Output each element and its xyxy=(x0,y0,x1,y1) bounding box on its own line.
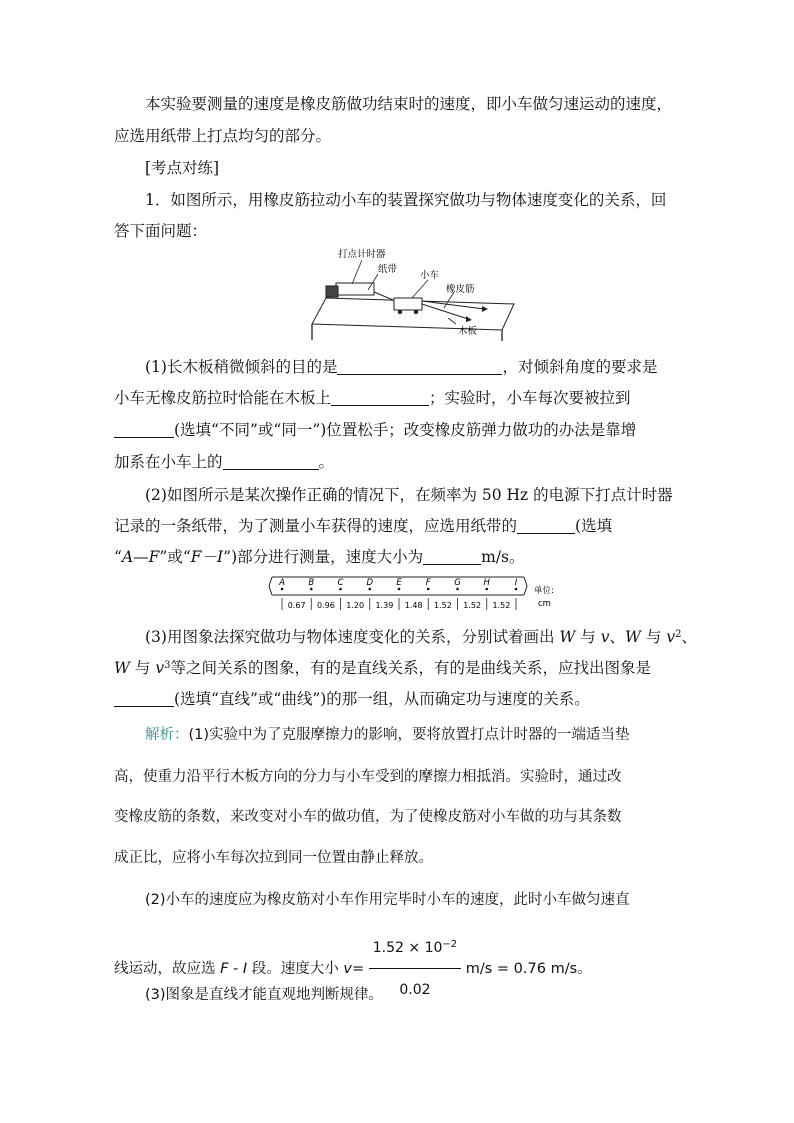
label-rubber: 橡皮筋 xyxy=(446,284,475,295)
analysis-line-7: (3)图象是直线才能直观地判断规律。 xyxy=(145,987,384,1003)
label-cart: 小车 xyxy=(420,270,440,281)
tape-dot xyxy=(427,588,430,591)
section-tag: [考点对练] xyxy=(145,159,220,177)
label-timer: 打点计时器 xyxy=(338,249,386,260)
answer-blank-6[interactable] xyxy=(423,548,481,565)
tape-dot xyxy=(485,588,488,591)
part1-line-4: 加系在小车上的 。 xyxy=(114,453,335,471)
tape-point-label: I xyxy=(514,578,518,588)
intro-line-1: 本实验要测量的速度是橡皮筋做功结束时的速度，即小车做匀速运动的速度， xyxy=(145,95,673,113)
part1-line-3: (选填“不同”或“同一”)位置松手；改变橡皮筋弹力做功的办法是靠增 xyxy=(114,420,682,440)
part1-line-2: 小车无橡皮筋拉时恰能在木板上 ；实验时，小车每次要被拉到 xyxy=(114,389,631,407)
tape-segment-value: 1.39 xyxy=(375,601,394,610)
answer-blank-5[interactable] xyxy=(517,517,575,534)
tape-figure xyxy=(268,574,568,612)
tape-point-label: G xyxy=(454,578,461,588)
tape-point-label: D xyxy=(366,578,374,588)
fraction-numerator: $1.52 \times 10^{-2}$ xyxy=(369,930,461,969)
unit-label: 单位: xyxy=(534,586,554,596)
tape-dot xyxy=(281,588,284,591)
part2-line-2: 记录的一条纸带，为了测量小车获得的速度，应选用纸带的 (选填 xyxy=(114,517,613,535)
tape-segment-value: 1.52 xyxy=(492,601,511,610)
question-line-2: 答下面问题： xyxy=(114,222,208,240)
apparatus-figure xyxy=(306,246,520,342)
answer-blank-4[interactable] xyxy=(223,453,319,470)
tape-segment-value: 1.52 xyxy=(463,601,482,610)
tape-point-label: F xyxy=(425,578,431,588)
tape-dot xyxy=(339,588,342,591)
tape-dot xyxy=(515,588,518,591)
answer-blank-1[interactable] xyxy=(337,358,502,375)
label-tape: 纸带 xyxy=(378,264,398,275)
part2-line-1: (2)如图所示是某次操作正确的情况下，在频率为 50 Hz 的电源下打点计时器 xyxy=(145,486,673,504)
analysis-line-2: 高，使重力沿平行木板方向的分力与小车受到的摩擦力相抵消。实验时，通过改 xyxy=(114,769,622,785)
label-board: 木板 xyxy=(458,326,478,337)
tape-point-label: A xyxy=(279,578,285,588)
fraction-denominator: 0.02 xyxy=(399,982,431,998)
intro-line-2: 应选用纸带上打点均匀的部分。 xyxy=(114,127,332,145)
answer-blank-2[interactable] xyxy=(331,389,429,406)
tape-point-label: E xyxy=(396,578,402,588)
analysis-line-5: (2)小车的速度应为橡皮筋对小车作用完毕时小车的速度，此时小车做匀速直 xyxy=(145,892,630,908)
cart-shape xyxy=(394,298,422,310)
unit-cm: cm xyxy=(538,599,551,609)
part3-line-3: (选填“直线”或“曲线”)的那一组，从而确定功与速度的关系。 xyxy=(114,689,682,709)
analysis-label: 解析 xyxy=(145,727,174,743)
answer-blank-7[interactable] xyxy=(114,690,174,707)
tape-dot xyxy=(456,588,459,591)
tape-dot xyxy=(368,588,371,591)
part3-line-2: W 与 $v^3$等之间关系的图象，有的是直线关系，有的是曲线关系，应找出图象是 xyxy=(114,659,651,677)
analysis-line-1: 解析：(1)实验中为了克服摩擦力的影响，要将放置打点计时器的一端适当垫 xyxy=(145,727,630,743)
analysis-line-4: 成正比，应将小车每次拉到同一位置由静止释放。 xyxy=(114,850,433,866)
analysis-line-6: 线运动，故应选 F - I 段。速度大小 v= $\frac{1.52 \times 10^{-2}}{0.02}$ m/s = 0.76 m/s。 xyxy=(114,930,682,966)
tape-segment-value: 0.67 xyxy=(287,601,306,610)
analysis-line-3: 变橡皮筋的条数，来改变对小车的做功值，为了使橡皮筋对小车做的功与其条数 xyxy=(114,809,622,825)
tape-dot xyxy=(398,588,401,591)
part1-line-1: (1)长木板稍微倾斜的目的是 ，对倾斜角度的要求是 xyxy=(145,358,658,376)
tape-point-label: B xyxy=(308,578,315,588)
question-line-1: 1．如图所示，用橡皮筋拉动小车的装置探究做功与物体速度变化的关系，回 xyxy=(145,191,667,209)
tape-segment-value: 0.96 xyxy=(316,601,335,610)
tape-dot xyxy=(310,588,313,591)
part3-line-1: (3)用图象法探究做功与物体速度变化的关系，分别试着画出 W 与 v、W 与 $v^2$、 xyxy=(145,628,697,646)
tape-segment-value: 1.52 xyxy=(433,601,452,610)
tape-segment-value: 1.20 xyxy=(346,601,365,610)
part2-line-3: “A—F”或“F－I”)部分进行测量，速度大小为 m/s。 xyxy=(114,548,525,566)
tape-point-label: H xyxy=(483,578,490,588)
answer-blank-3[interactable] xyxy=(114,421,174,438)
tape-point-label: C xyxy=(337,578,344,588)
tape-segment-value: 1.48 xyxy=(404,601,423,610)
